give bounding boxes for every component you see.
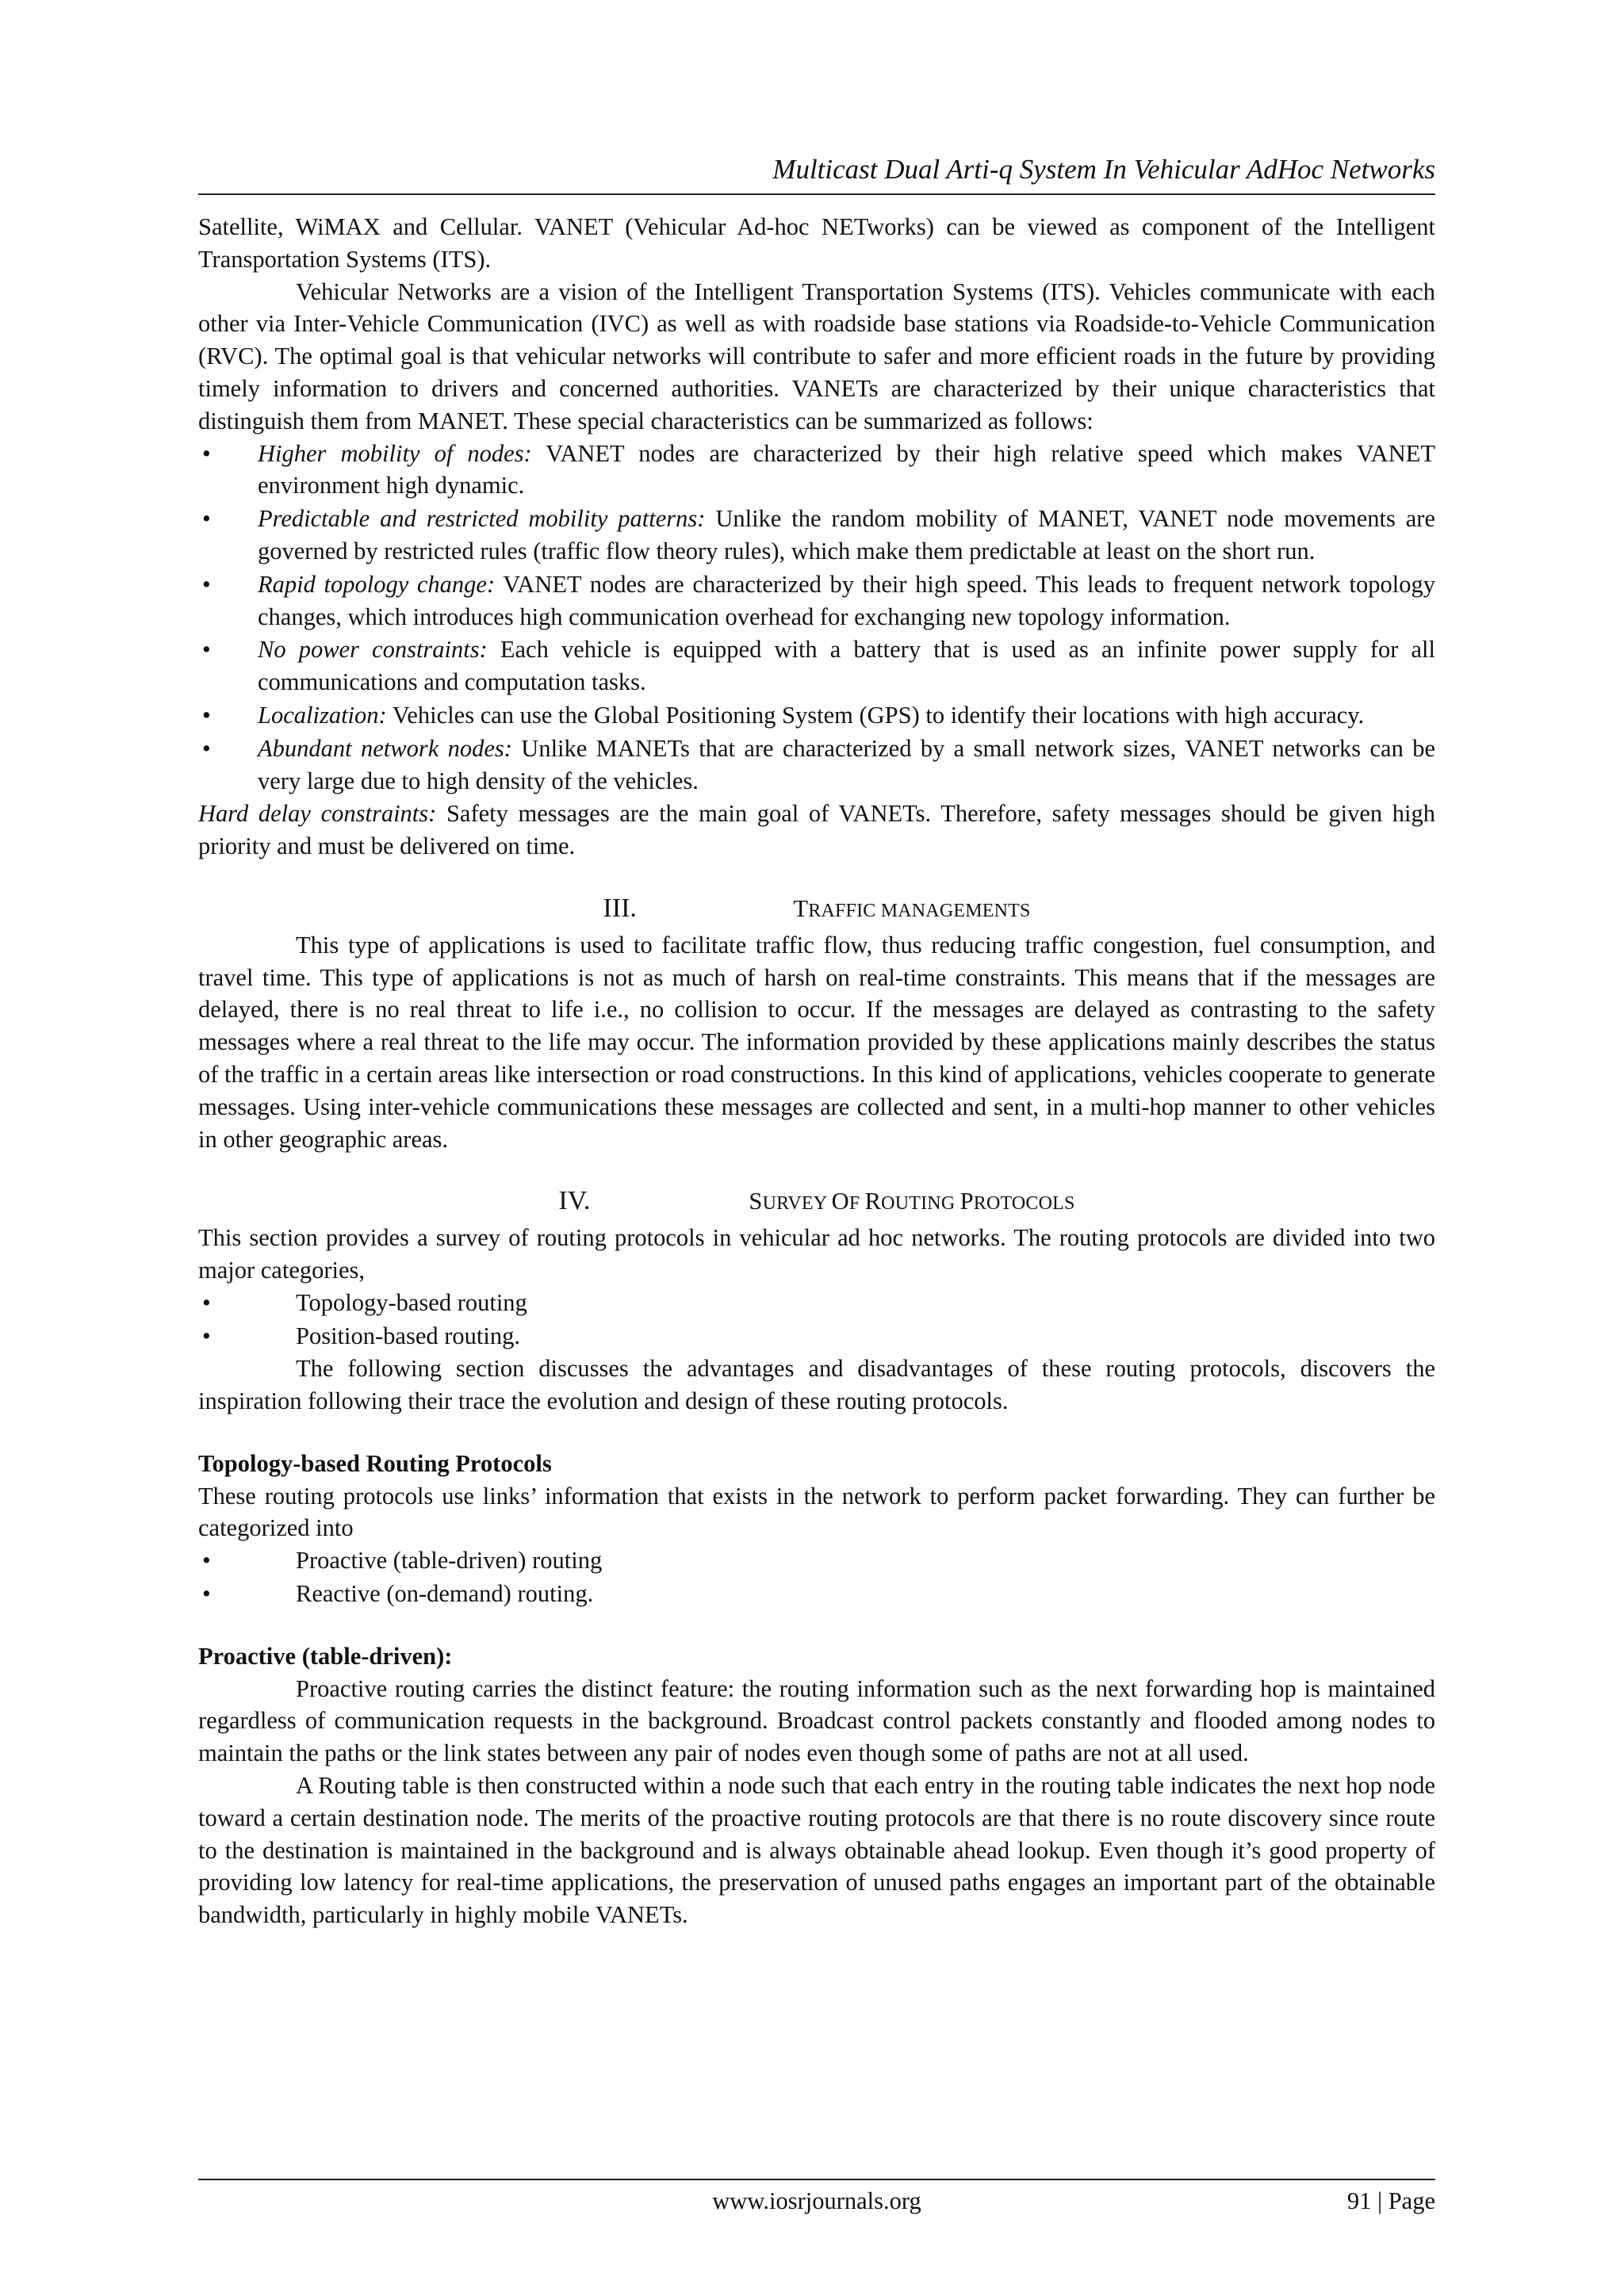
page-number: 91 | Page xyxy=(1346,2187,1435,2214)
page xyxy=(198,152,1435,1931)
title-smallcaps: ROTOCOLS xyxy=(973,1193,1075,1215)
topology-paragraph: These routing protocols use links’ information that exists in the network to perform packet forwarding. They can further be categorized into xyxy=(198,1482,1435,1542)
description: Unlike the random mobility of MANET, VANET node movements are governed by restricted rules (traffic flow theory rules), which make them predictable at least on the short run. xyxy=(258,505,1435,564)
proactive-paragraph-2: A Routing table is then constructed within a node such that each entry in the routing table indicates the next hop node toward a certain destination node. The merits of the proactive routing protocols are that there is no route discovery since route to the destination is maintained in the background and is always obtainable ahead lookup. Even though it’s good property of providing low latency for real-time applications, the preservation of unused paths engages an important part of the obtainable bandwidth, particularly in highly mobile VANETs. xyxy=(198,1772,1435,1929)
description: VANET nodes are characterized by their high relative speed which makes VANET environment high dynamic. xyxy=(258,439,1435,499)
page-footer xyxy=(198,2179,1435,2217)
list-item xyxy=(198,633,1435,698)
characteristics-list xyxy=(198,438,1435,798)
intro-paragraph-1: Satellite, WiMAX and Cellular. VANET (Vehicular Ad-hoc NETworks) can be viewed as component of the Intelligent Transportation Systems (ITS). xyxy=(198,213,1435,273)
list-item: • Reactive (on-demand) routing. xyxy=(198,1578,1435,1610)
survey-intro-paragraph: This section provides a survey of routing protocols in vehicular ad hoc networks. The routing protocols are divided into two major categories, xyxy=(198,1224,1435,1284)
list-item: • Topology-based routing xyxy=(198,1287,1435,1319)
running-header: Multicast Dual Arti-q System In Vehicular AdHoc Networks xyxy=(198,152,1435,195)
title-capital: P xyxy=(959,1188,974,1215)
title-capital: S xyxy=(749,1188,763,1215)
list-item xyxy=(198,699,1435,732)
routing-categories-list xyxy=(198,1287,1435,1353)
list-item xyxy=(198,733,1435,798)
term: No power constraints: xyxy=(258,636,488,664)
description: Safety messages are the main goal of VANETs. Therefore, safety messages should be given high priority and must be delivered on time. xyxy=(198,800,1435,860)
term: Rapid topology change: xyxy=(258,570,496,598)
topology-types-list xyxy=(198,1544,1435,1610)
title-smallcaps: URVEY xyxy=(762,1193,832,1215)
description: Unlike MANETs that are characterized by a small network sizes, VANET networks can be very large due to high density of the vehicles. xyxy=(258,734,1435,794)
list-item xyxy=(198,568,1435,633)
body-content xyxy=(198,211,1435,1931)
term: Abundant network nodes: xyxy=(258,734,512,762)
term: Predictable and restricted mobility patterns: xyxy=(258,505,706,533)
title-smallcaps: OUTING xyxy=(881,1193,960,1215)
section-number: III. xyxy=(603,893,637,923)
title-capital: R xyxy=(864,1188,882,1215)
section-heading-traffic xyxy=(198,893,1435,928)
title-smallcaps: RAFFIC MANAGEMENTS xyxy=(808,900,1031,921)
section-heading-survey xyxy=(198,1185,1435,1220)
list-item xyxy=(198,503,1435,568)
traffic-paragraph: This type of applications is used to facilitate traffic flow, thus reducing traffic congestion, fuel consumption, and travel time. This type of applications is not as much of harsh on real-time constraints. This means that if the messages are delayed, there is no real threat to life i.e., no collision to occur. If the messages are delayed as contrasting to the safety messages where a real threat to the life may occur. The information provided by these applications mainly describes the status of the traffic in a certain areas like intersection or road constructions. In this kind of applications, vehicles cooperate to generate messages. Using inter-vehicle communications these messages are collected and sent, in a multi-hop manner to other vehicles in other geographic areas. xyxy=(198,931,1435,1153)
topology-heading: Topology-based Routing Protocols xyxy=(198,1449,552,1477)
term: Localization: xyxy=(258,701,387,729)
section-title xyxy=(749,1188,1074,1215)
footer-site: www.iosrjournals.org xyxy=(712,2187,921,2214)
description: VANET nodes are characterized by their high speed. This leads to frequent network topology changes, which introduces high communication overhead for exchanging new topology information. xyxy=(258,570,1435,630)
title-smallcaps: F xyxy=(848,1193,865,1215)
title-capital: O xyxy=(831,1188,849,1215)
proactive-heading: Proactive (table-driven): xyxy=(198,1642,453,1670)
proactive-paragraph-1: Proactive routing carries the distinct feature: the routing information such as the next forwarding hop is maintained regardless of communication requests in the background. Broadcast control packets constantly and flooded among nodes to maintain the paths or the link states between any pair of nodes even though some of paths are not at all used. xyxy=(198,1674,1435,1767)
title-capital: T xyxy=(793,894,809,922)
section-number: IV. xyxy=(558,1186,591,1216)
intro-paragraph-2: Vehicular Networks are a vision of the Intelligent Transportation Systems (ITS). Vehicles communicate with each other via Inter-Vehicle Communication (IVC) as well as with roadside base stations via Roadside-to-Vehicle Communication (RVC). The optimal goal is that vehicular networks will contribute to safer and more efficient roads in the future by providing timely information to drivers and concerned authorities. VANETs are characterized by their unique characteristics that distinguish them from MANET. These special characteristics can be summarized as follows: xyxy=(198,277,1435,434)
term: Higher mobility of nodes: xyxy=(258,439,532,467)
survey-followup-paragraph: The following section discusses the advantages and disadvantages of these routing protocols, discovers the inspiration following their trace the evolution and design of these routing protocols. xyxy=(198,1355,1435,1415)
list-item: • Position-based routing. xyxy=(198,1320,1435,1353)
description: Each vehicle is equipped with a battery that is used as an infinite power supply for all communications and computation tasks. xyxy=(258,636,1435,696)
hard-delay-paragraph xyxy=(198,798,1435,863)
list-item xyxy=(198,438,1435,503)
term: Hard delay constraints: xyxy=(198,800,437,828)
section-title xyxy=(793,895,1030,922)
list-item: • Proactive (table-driven) routing xyxy=(198,1544,1435,1577)
description: Vehicles can use the Global Positioning System (GPS) to identify their locations with high accuracy. xyxy=(386,701,1365,729)
